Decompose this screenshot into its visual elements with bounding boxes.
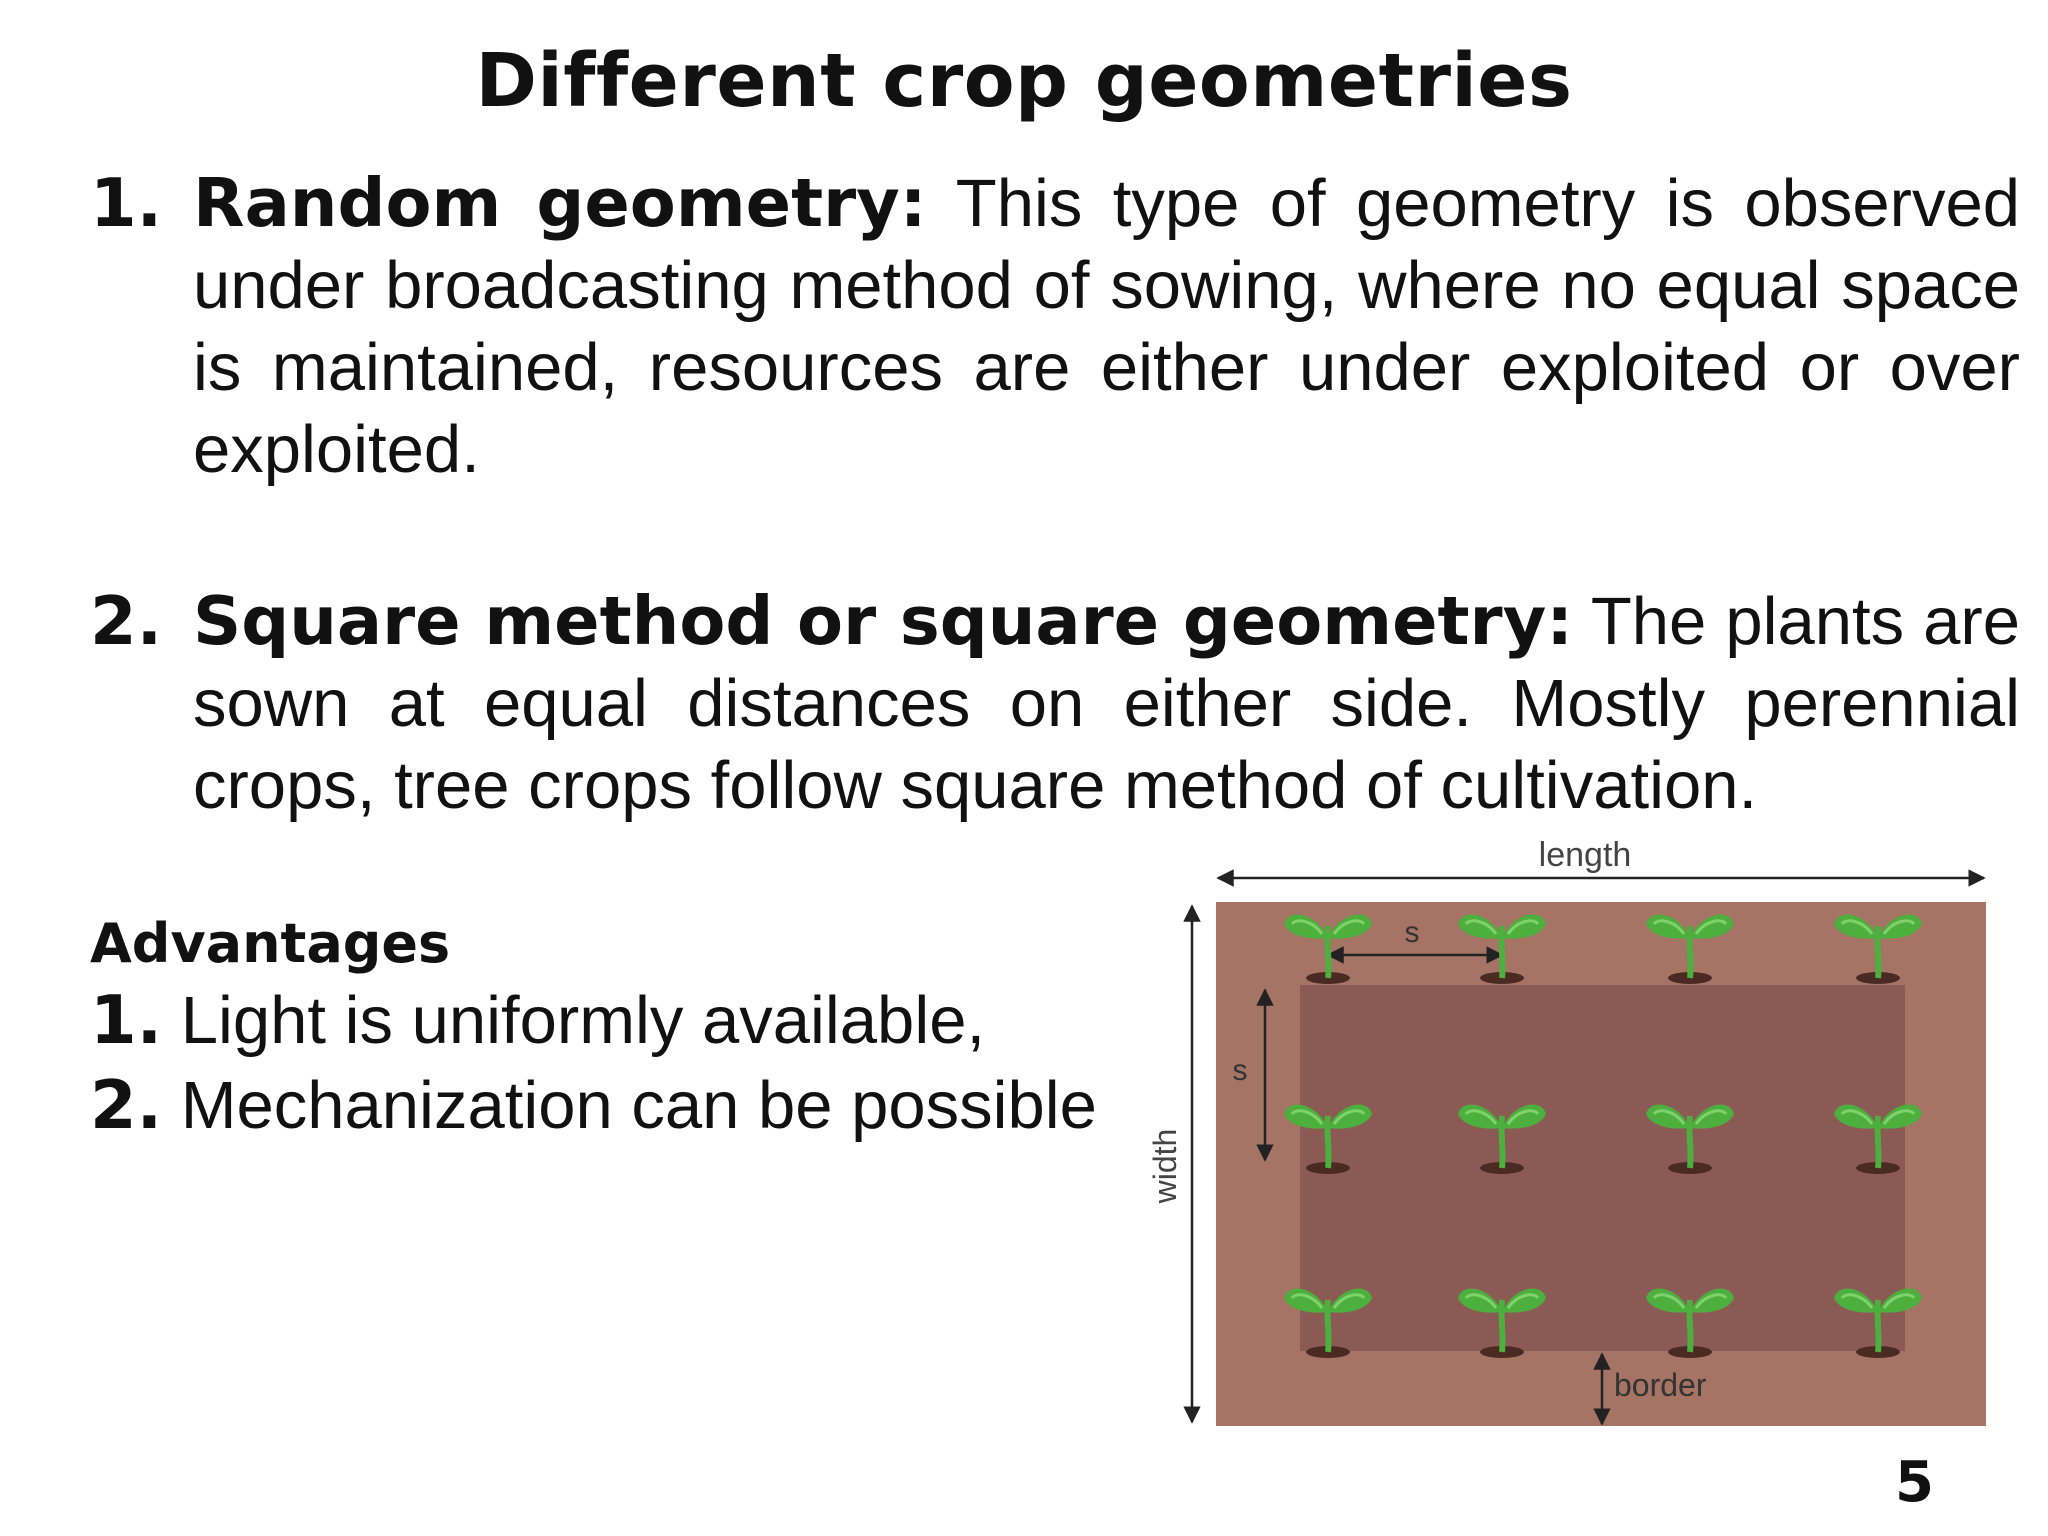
slide-title: Different crop geometries bbox=[475, 38, 1573, 124]
item-body bbox=[193, 162, 2020, 491]
list-item-square-geometry bbox=[90, 580, 2020, 827]
item-heading: Square method or square geometry: bbox=[193, 582, 1574, 660]
advantages-list bbox=[90, 978, 1097, 1148]
advantage-item bbox=[90, 978, 1097, 1063]
item-number: 2. bbox=[90, 582, 163, 660]
width-label: width bbox=[1147, 1128, 1183, 1204]
square-geometry-diagram bbox=[1140, 830, 2000, 1430]
spacing-vertical-label: s bbox=[1232, 1054, 1248, 1087]
list-item-random-geometry bbox=[90, 162, 2020, 491]
page-number: 5 bbox=[1895, 1450, 1934, 1515]
advantage-text: Light is uniformly available, bbox=[162, 983, 986, 1058]
item-text: This type of geometry is observed under broadcasting method of sowing, where no equal space is maintained, resources are either under exploited or over exploited. bbox=[193, 166, 2020, 487]
item-heading: Random geometry: bbox=[193, 164, 927, 242]
item-number: 1. bbox=[90, 164, 163, 242]
advantage-number: 1. bbox=[90, 981, 163, 1059]
advantage-text: Mechanization can be possible bbox=[162, 1068, 1097, 1143]
inner-plot bbox=[1300, 985, 1905, 1351]
advantage-item bbox=[90, 1063, 1097, 1148]
advantages-heading: Advantages bbox=[90, 912, 451, 975]
border-label: border bbox=[1614, 1367, 1707, 1403]
item-body bbox=[193, 580, 2020, 827]
item-text: The plants are sown at equal distances on either side. Mostly perennial crops, tree crops follow square method of cultivation. bbox=[193, 584, 2020, 823]
advantage-number: 2. bbox=[90, 1066, 163, 1144]
length-label: length bbox=[1538, 836, 1632, 874]
spacing-horizontal-label: s bbox=[1404, 916, 1420, 949]
